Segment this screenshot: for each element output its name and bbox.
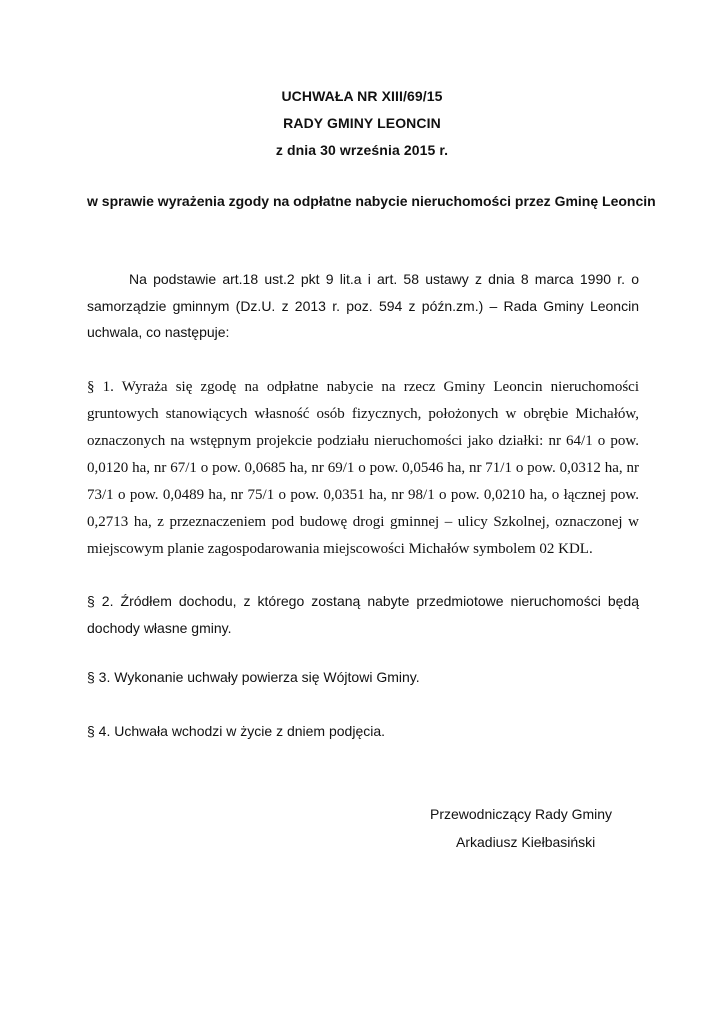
signature-title: Przewodniczący Rady Gminy <box>430 806 613 822</box>
council-name: RADY GMINY LEONCIN <box>283 115 441 131</box>
preamble-paragraph: Na podstawie art.18 ust.2 pkt 9 lit.a i art. 58 ustawy z dnia 8 marca 1990 r. o samorządzie gminnym (Dz.U. z 2013 r. poz. 594 z późn.zm.) – Rada Gminy Leoncin uchwala, co następuje: <box>87 271 639 340</box>
resolution-number: UCHWAŁA NR XIII/69/15 <box>281 88 443 104</box>
signature-block <box>430 800 680 856</box>
section-4-paragraph: § 4. Uchwała wchodzi w życie z dniem podjęcia. <box>87 723 386 739</box>
signature-name: Arkadiusz Kiełbasiński <box>456 834 596 850</box>
resolution-subject: w sprawie wyrażenia zgody na odpłatne nabycie nieruchomości przez Gminę Leoncin <box>87 193 656 209</box>
section-2-paragraph: § 2. Źródłem dochodu, z którego zostaną nabyte przedmiotowe nieruchomości będą dochody własne gminy. <box>87 593 639 636</box>
section-3-paragraph: § 3. Wykonanie uchwały powierza się Wójtowi Gminy. <box>87 669 420 685</box>
resolution-date: z dnia 30 września 2015 r. <box>275 142 449 158</box>
section-1-paragraph: § 1. Wyraża się zgodę na odpłatne nabycie na rzecz Gminy Leoncin nieruchomości gruntowych stanowiących własność osób fizycznych, położonych w obrębie Michałów, oznaczonych na wstępnym projekcie podziału nieruchomości jako działki: nr 64/1 o pow. 0,0120 ha, nr 67/1 o pow. 0,0685 ha, nr 69/1 o pow. 0,0546 ha, nr 71/1 o pow. 0,0312 ha, nr 73/1 o pow. 0,0489 ha, nr 75/1 o pow. 0,0351 ha, nr 98/1 o pow. 0,0210 ha, o łącznej pow. 0,2713 ha, z przeznaczeniem pod budowę drogi gminnej – ulicy Szkolnej, oznaczonej w miejscowym planie zagospodarowania miejscowości Michałów symbolem 02 KDL. <box>87 379 639 557</box>
